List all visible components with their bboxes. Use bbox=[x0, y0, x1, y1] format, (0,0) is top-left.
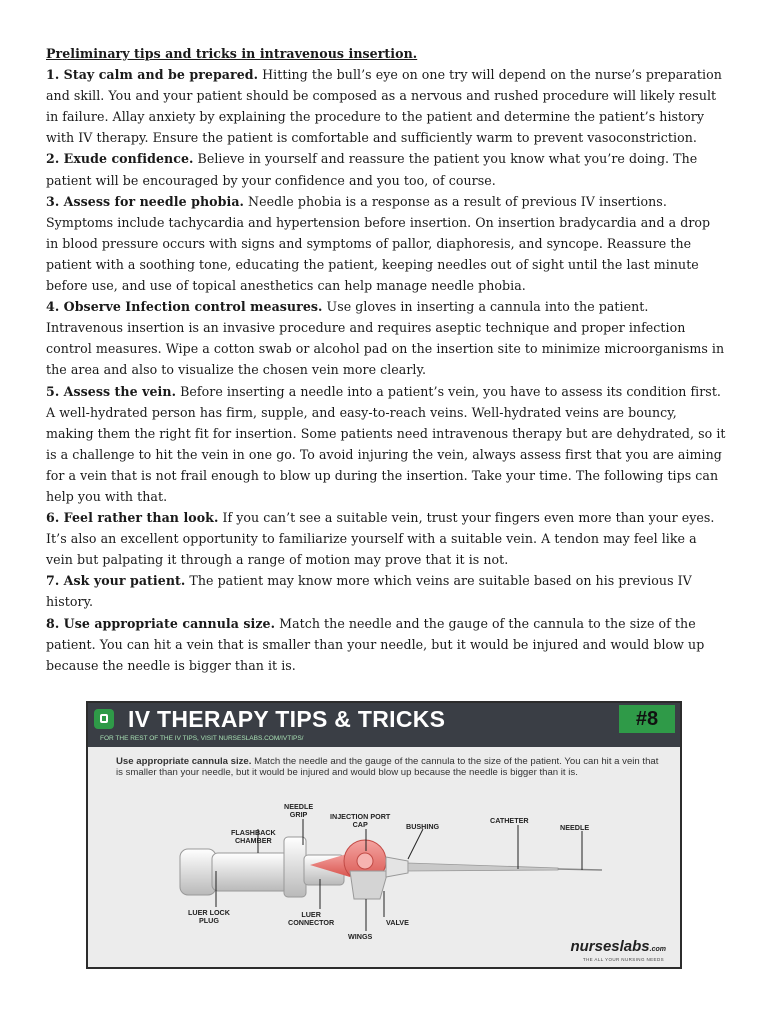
label-valve bbox=[386, 919, 409, 927]
luer-lock-plug-shape bbox=[180, 849, 216, 895]
tip-3 bbox=[46, 191, 726, 296]
tip-7-heading: 7. Ask your patient. bbox=[46, 573, 186, 589]
tip-1-heading: 1. Stay calm and be prepared. bbox=[46, 67, 259, 83]
document-title: Preliminary tips and tricks in intravenous insertion. bbox=[46, 46, 418, 61]
label-needle bbox=[560, 824, 589, 832]
flashback-chamber-shape bbox=[212, 853, 292, 891]
tip-5 bbox=[46, 381, 726, 508]
label-needle-grip bbox=[284, 803, 313, 819]
description-heading: Use appropriate cannula size. bbox=[116, 756, 252, 767]
label-valve-text: VALVE bbox=[386, 918, 409, 927]
iv-therapy-infographic bbox=[86, 701, 682, 969]
bushing-shape bbox=[386, 857, 408, 877]
label-injection-port-cap-text: INJECTION PORT CAP bbox=[330, 812, 391, 829]
tip-5-heading: 5. Assess the vein. bbox=[46, 383, 177, 399]
label-catheter-text: CATHETER bbox=[490, 816, 529, 825]
infographic-title: IV THERAPY TIPS & TRICKS bbox=[128, 706, 446, 732]
tip-1-body: Hitting the bull’s eye on one try will depend on the nurse’s preparation and skill. You and your patient should be composed as a nervous and rushed procedure will likely result in failure. Allay anxiety by explaining the procedure to the patient and determine the patient’s history with IV therapy. Ensure the patient is comfortable and sufficiently warm to prevent vasoconstriction. bbox=[46, 67, 722, 146]
valve-shape bbox=[350, 871, 388, 899]
tip-5-body: Before inserting a needle into a patient’s vein, you have to assess its condition first. A well-hydrated person has firm, supple, and easy-to-reach veins. Well-hydrated veins are bouncy, making them the right fit for insertion. Some patients need intravenous therapy but are dehydrated, so it is a challenge to hit the vein in one go. To avoid injuring the vein, always assess first that you are aiming for a vein that is not frail enough to blow up during the insertion. Take your time. The following tips can help you with that. bbox=[46, 383, 726, 504]
document-text bbox=[46, 43, 726, 676]
label-luer-lock-plug bbox=[188, 909, 230, 925]
tip-7-body: The patient may know more which veins are suitable based on his previous IV history. bbox=[46, 573, 692, 610]
label-wings-text: WINGS bbox=[348, 932, 373, 941]
brand-tagline: THE ALL YOUR NURSING NEEDS bbox=[582, 957, 664, 962]
description-body: Match the needle and the gauge of the cannula to the size of the patient. You can hit a vein that is smaller than your needle, but it would be injured and would blow up because the needle is bigger than it is. bbox=[116, 756, 659, 778]
tip-8 bbox=[46, 613, 726, 676]
tip-4-heading: 4. Observe Infection control measures. bbox=[46, 299, 323, 315]
infographic-description bbox=[116, 756, 661, 778]
tip-3-heading: 3. Assess for needle phobia. bbox=[46, 193, 244, 209]
needle-shape bbox=[558, 869, 602, 870]
label-injection-port-cap bbox=[330, 813, 390, 829]
brand-name: nurseslabs bbox=[570, 938, 650, 955]
subheader-text: FOR THE REST OF THE IV TIPS, VISIT NURSESLABS.COM/IVTIPS/ bbox=[100, 735, 304, 742]
nurseslabs-logo-icon bbox=[94, 709, 114, 729]
tip-7 bbox=[46, 570, 726, 612]
label-luer-lock-plug-text: LUER LOCK PLUG bbox=[188, 908, 230, 925]
tip-4 bbox=[46, 296, 726, 380]
infographic-header bbox=[88, 703, 680, 735]
label-bushing-text: BUSHING bbox=[406, 822, 440, 831]
tip-2 bbox=[46, 148, 726, 190]
infographic-subheader bbox=[88, 735, 680, 747]
tip-6-heading: 6. Feel rather than look. bbox=[46, 510, 219, 526]
label-bushing bbox=[406, 823, 439, 831]
label-catheter bbox=[490, 817, 529, 825]
label-luer-connector-text: LUER CONNECTOR bbox=[288, 910, 335, 927]
label-flashback-chamber-text: FLASHBACK CHAMBER bbox=[231, 828, 276, 845]
tip-1 bbox=[46, 64, 726, 148]
tip-2-heading: 2. Exude confidence. bbox=[46, 151, 194, 167]
label-flashback-chamber bbox=[231, 829, 276, 845]
needle-grip-shape bbox=[284, 837, 306, 897]
tip-2-body: Believe in yourself and reassure the patient you know what you’re doing. The patient will be encouraged by your confidence and you too, of course. bbox=[46, 151, 698, 188]
tip-3-body: Needle phobia is a response as a result of previous IV insertions. Symptoms include tachycardia and hypertension before insertion. On insertion bradycardia and a drop in blood pressure occurs with signs and symptoms of pallor, diaphoresis, and syncope. Reassure the patient with a soothing tone, educating the patient, keeping needles out of sight until the last minute before use, and use of topical anesthetics can help manage needle phobia. bbox=[46, 193, 711, 294]
brand-suffix: .com bbox=[649, 946, 666, 953]
label-needle-text: NEEDLE bbox=[560, 823, 590, 832]
tip-8-heading: 8. Use appropriate cannula size. bbox=[46, 615, 276, 631]
nurseslabs-brand bbox=[570, 938, 666, 955]
tip-6 bbox=[46, 507, 726, 570]
label-luer-connector bbox=[288, 911, 334, 927]
tip-number-badge: #8 bbox=[619, 705, 675, 733]
injection-port-center-shape bbox=[357, 853, 373, 869]
tip-6-body: If you can’t see a suitable vein, trust your fingers even more than your eyes. It’s also an excellent opportunity to familiarize yourself with a suitable vein. A tendon may feel like a vein but palpating it through a range of motion may prove that it is not. bbox=[46, 510, 715, 568]
tip-4-body: Use gloves in inserting a cannula into the patient. Intravenous insertion is an invasive procedure and requires aseptic technique and proper infection control measures. Wipe a cotton swab or alcohol pad on the insertion site to minimize microorganisms in the area and also to visualize the chosen vein more clearly. bbox=[46, 299, 725, 378]
label-wings bbox=[348, 933, 372, 941]
tip-8-body: Match the needle and the gauge of the cannula to the size of the patient. You can hit a vein that is smaller than your needle, but it would be injured and would blow up because the needle is bigger than it is. bbox=[46, 615, 705, 673]
label-needle-grip-text: NEEDLE GRIP bbox=[284, 802, 314, 819]
catheter-shape bbox=[408, 863, 558, 871]
